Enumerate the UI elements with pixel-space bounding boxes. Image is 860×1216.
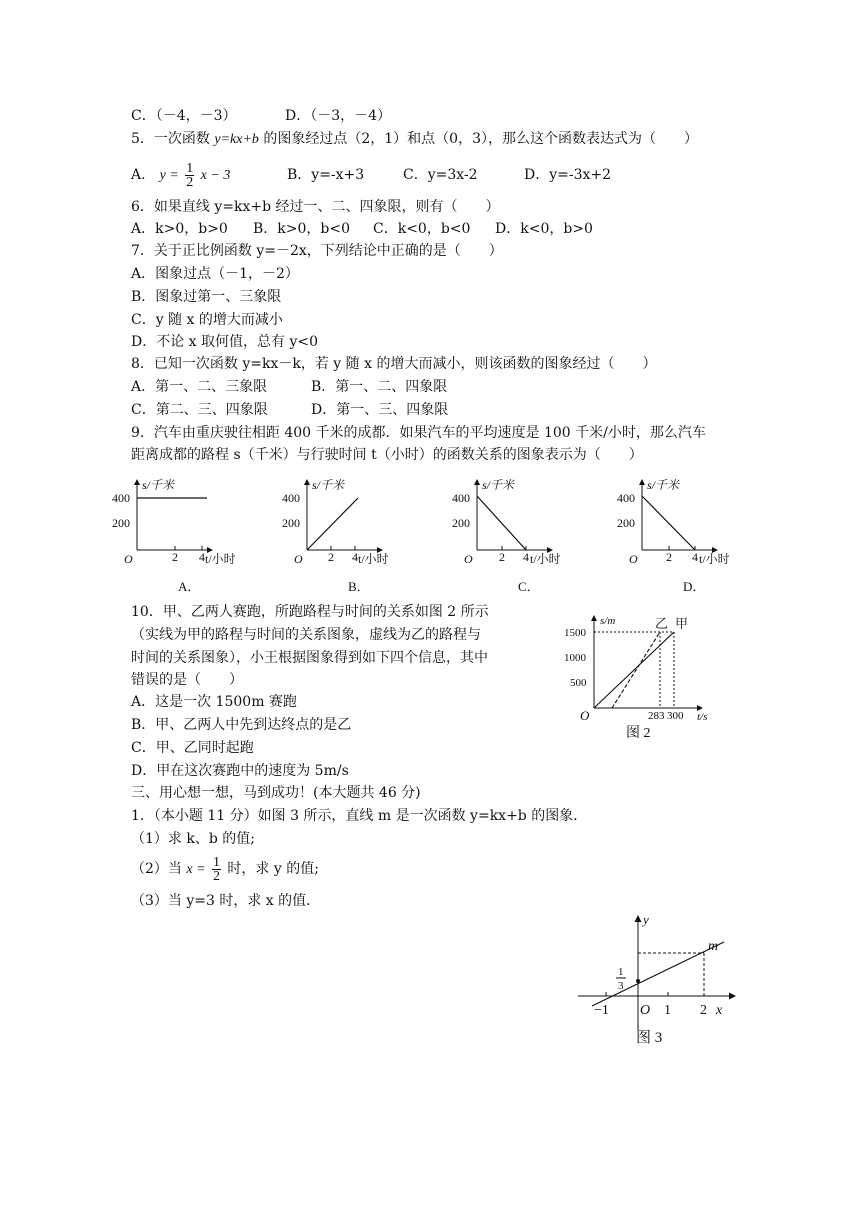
- q4-option-d: D．（－3，－4）: [285, 108, 392, 124]
- fig3-tick1: 1: [664, 1003, 671, 1018]
- graph-b-label: B．: [348, 579, 370, 592]
- graph-a-ylabel: s/千米: [142, 478, 175, 492]
- graph-d-xlabel: t/小时: [699, 552, 730, 566]
- fig3-caption: 图 3: [636, 1030, 663, 1046]
- q10-line2: （实线为甲的路程与时间的关系图象，虚线为乙的路程与: [131, 627, 481, 643]
- section3-q1-stem: 1．（本小题 11 分）如图 3 所示，直线 m 是一次函数 y=kx+b 的图象．: [131, 808, 588, 824]
- q6-option-a: A．k>0，b>0: [131, 221, 228, 237]
- graph-d-tick200: 200: [617, 516, 635, 530]
- graph-d-label: D．: [683, 579, 706, 592]
- fig3-origin: O: [640, 1003, 651, 1018]
- q10-option-d: D．甲在这次赛跑中的速度为 5m/s: [131, 763, 349, 779]
- fig3-ylabel: y: [643, 912, 649, 927]
- graph-c-tick2: 2: [499, 550, 505, 564]
- fig3-frac-den: 3: [618, 980, 624, 992]
- q10-line3: 时间的关系图象），小王根据图象得到如下四个信息，其中: [131, 650, 488, 666]
- q5-option-b: B．y=-x+3: [287, 167, 365, 183]
- fig2-label-jia: 甲: [675, 616, 689, 631]
- graph-b-ylabel: s/千米: [312, 478, 345, 492]
- q9-line1: 9．汽车由重庆驶往相距 400 千米的成都．如果汽车的平均速度是 100 千米/小时，那么汽车: [131, 425, 706, 441]
- q5-option-c: C．y=3x-2: [403, 167, 478, 183]
- fig3-frac-num: 1: [618, 966, 624, 978]
- q8-option-b: B．第一、二、四象限: [311, 379, 448, 395]
- fig2-tick283: 283: [648, 710, 665, 722]
- q6-option-c: C．k<0，b<0: [373, 221, 471, 237]
- section3-q1-part2: （2）当 x = $\frac{1}{2}$ 时，求 y 的值;: [131, 854, 319, 884]
- fig2-origin: O: [580, 708, 590, 723]
- q10-option-a: A．这是一次 1500m 赛跑: [131, 694, 297, 710]
- graph-b-tick2: 2: [328, 550, 334, 564]
- section3-q1-part1: （1）求 k、b 的值;: [131, 831, 255, 847]
- fig3-tick-neg1: −1: [594, 1003, 609, 1018]
- graph-c-tick4: 4: [523, 550, 529, 564]
- q10-option-b: B．甲、乙两人中先到达终点的是乙: [131, 717, 352, 733]
- graph-b-origin: O: [294, 552, 303, 566]
- fig2-label-yi: 乙: [655, 616, 669, 631]
- graph-d-tick4: 4: [692, 550, 698, 564]
- q7-option-a: A．图象过点（－1，－2）: [131, 266, 299, 282]
- q10-line1: 10．甲、乙两人赛跑，所跑路程与时间的关系如图 2 所示: [131, 604, 489, 620]
- fig2-tick1500: 1500: [564, 627, 586, 639]
- graph-a-tick4: 4: [199, 550, 205, 564]
- q5-stem: 5．一次函数 y=kx+b 的图象经过点（2，1）和点（0，3），那么这个函数表达式为（ ）: [131, 131, 698, 147]
- q8-option-c: C．第二、三、四象限: [131, 402, 268, 418]
- figure-2: [560, 610, 720, 740]
- q8-stem: 8．已知一次函数 y=kx－k，若 y 随 x 的增大而减小，则该函数的图象经过（ ）: [131, 356, 657, 372]
- fig3-tick2: 2: [700, 1003, 707, 1018]
- graph-b: [282, 478, 389, 592]
- graph-c-tick200: 200: [452, 516, 470, 530]
- q4-option-c: C．（－4，－3）: [131, 108, 237, 124]
- graph-b-xlabel: t/小时: [358, 552, 389, 566]
- fig2-tick500: 500: [570, 677, 587, 689]
- q6-option-d: D．k<0，b>0: [495, 221, 593, 237]
- graph-b-tick4: 4: [352, 550, 358, 564]
- graph-b-tick400: 400: [282, 491, 300, 505]
- q8-option-d: D．第一、三、四象限: [311, 402, 449, 418]
- q7-option-c: C．y 随 x 的增大而减小: [131, 312, 283, 328]
- figure-3: [570, 910, 740, 1055]
- graph-a-origin: O: [124, 552, 133, 566]
- graph-c: [452, 478, 561, 592]
- q5-option-d: D．y=-3x+2: [524, 167, 612, 183]
- graph-c-origin: O: [464, 552, 473, 566]
- fig2-ylabel: s/m: [600, 615, 616, 627]
- graph-c-xlabel: t/小时: [530, 552, 561, 566]
- graph-d-origin: O: [629, 552, 638, 566]
- part2-fraction: $\frac{1}{2}$: [212, 854, 220, 884]
- q9-graphs: [110, 472, 770, 592]
- graph-a-xlabel: t/小时: [205, 552, 236, 566]
- q6-stem: 6．如果直线 y=kx+b 经过一、二、四象限，则有（ ）: [131, 199, 500, 215]
- q10-line4: 错误的是（ ）: [131, 672, 243, 688]
- fig3-xlabel: x: [716, 1003, 723, 1018]
- q8-option-a: A．第一、二、三象限: [131, 379, 268, 395]
- graph-d: [617, 478, 730, 592]
- graph-c-ylabel: s/千米: [482, 478, 515, 492]
- graph-a: [112, 478, 236, 592]
- q6-option-b: B．k>0，b<0: [253, 221, 351, 237]
- graph-a-label: A．: [178, 579, 201, 592]
- fig3-line-label: m: [708, 939, 719, 954]
- graph-a-tick400: 400: [112, 491, 130, 505]
- fig2-xlabel: t/s: [697, 711, 708, 723]
- graph-c-tick400: 400: [452, 491, 470, 505]
- q5-a-fraction: $\frac{1}{2}$: [186, 160, 194, 190]
- graph-c-label: C．: [518, 579, 540, 592]
- graph-d-ylabel: s/千米: [647, 478, 680, 492]
- fig2-tick1000: 1000: [564, 652, 586, 664]
- fig2-caption: 图 2: [626, 726, 651, 740]
- q5-option-a: A． y = $\frac{1}{2}$ x − 3: [131, 160, 231, 190]
- q7-option-d: D．不论 x 取何值，总有 y<0: [131, 334, 319, 350]
- section3-q1-part3: （3）当 y=3 时，求 x 的值．: [131, 893, 321, 909]
- graph-d-tick400: 400: [617, 491, 635, 505]
- q7-option-b: B．图象过第一、三象限: [131, 289, 282, 305]
- q9-line2: 距离成都的路程 s（千米）与行驶时间 t（小时）的函数关系的图象表示为（ ）: [131, 447, 643, 463]
- graph-a-tick2: 2: [172, 550, 178, 564]
- section3-heading: 三、用心想一想，马到成功！(本大题共 46 分): [131, 785, 421, 801]
- q10-option-c: C．甲、乙同时起跑: [131, 740, 254, 756]
- fig2-tick300: 300: [667, 710, 684, 722]
- graph-b-tick200: 200: [282, 516, 300, 530]
- graph-d-tick2: 2: [666, 550, 672, 564]
- q7-stem: 7．关于正比例函数 y=－2x，下列结论中正确的是（ ）: [131, 243, 503, 259]
- graph-a-tick200: 200: [112, 516, 130, 530]
